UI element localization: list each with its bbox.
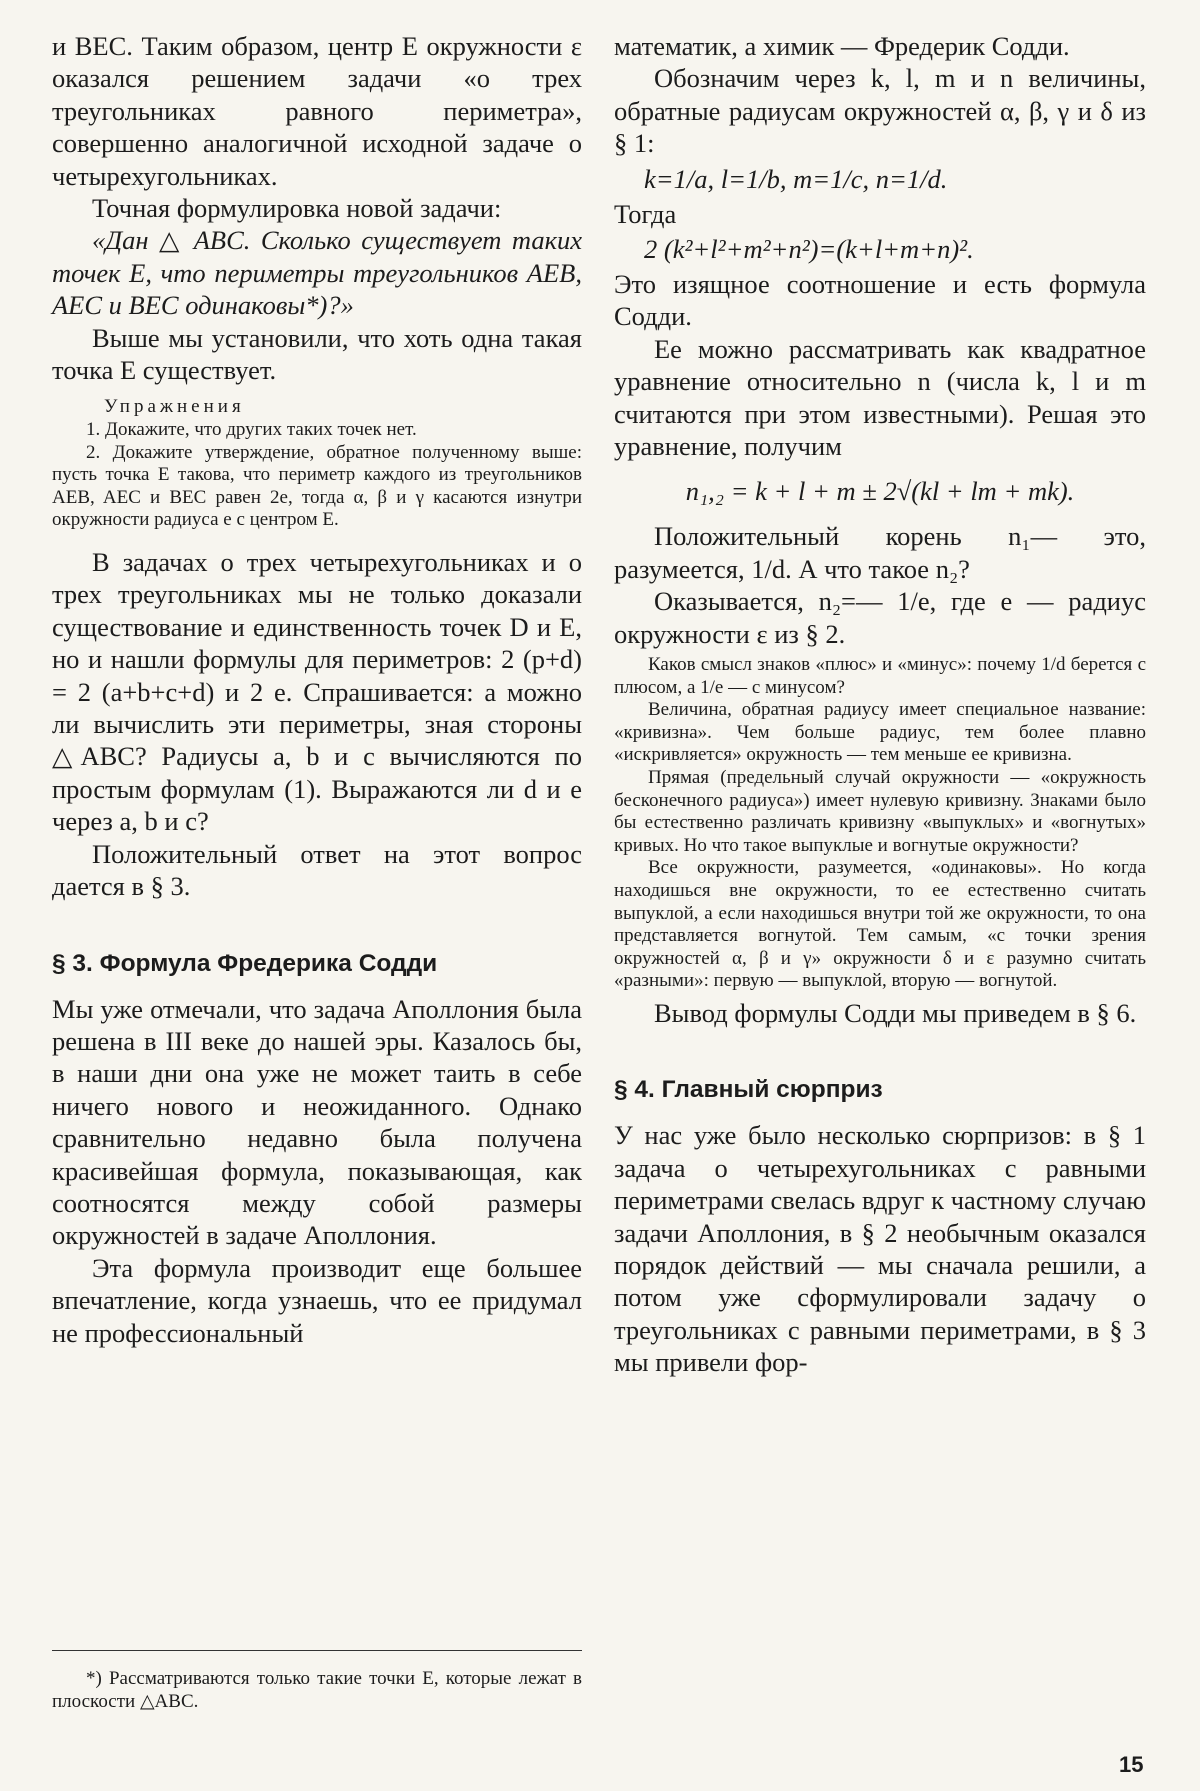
paragraph: В задачах о трех четырехугольниках и о трех треугольниках мы не только доказали существование и единственность точек D и E, но и нашли формулы для периметров: 2 (p+d) = 2 (a+b+c+d) и 2 e. Спрашивается: а можно ли вычислить эти периметры, зная стороны △ABC? Радиусы a, b и c вычисляются по простым формулам (1). Выражаются ли d и e через a, b и c? xyxy=(52,547,582,837)
paragraph: Точная формулировка новой задачи: xyxy=(92,193,502,224)
footnote-divider xyxy=(52,1650,582,1651)
exercise-item: 2. Докажите утверждение, обратное полученному выше: пусть точка E такова, что периметр каждого из треугольников AEB, AEC и BEC равен 2e, тогда α, β и γ касаются изнутри окружности радиуса e с центром E. xyxy=(52,441,582,531)
formula: 2 (k²+l²+m²+n²)=(k+l+m+n)². xyxy=(644,234,974,265)
formula: k=1/a, l=1/b, m=1/c, n=1/d. xyxy=(644,163,948,194)
paragraph: Вывод формулы Содди мы приведем в § 6. xyxy=(654,998,1137,1028)
section-heading: § 4. Главный сюрприз xyxy=(614,1076,883,1104)
page-number: 15 xyxy=(1119,1752,1144,1777)
exercises-title: Упражнения xyxy=(104,396,245,418)
exercise-item: 1. Докажите, что других таких точек нет. xyxy=(86,419,417,441)
formula: n₁,₂ = k + l + m ± 2√(kl + lm + mk). xyxy=(685,476,1075,507)
section-heading: § 3. Формула Фредерика Содди xyxy=(52,949,438,977)
paragraph: Эта формула производит еще большее впечатление, когда узнаешь, что ее придумал не профессиональный xyxy=(52,1252,582,1348)
paragraph: Ее можно рассматривать как квадратное уравнение относительно n (числа k, l и m считаются при этом известными). Решая это уравнение, получим xyxy=(614,333,1146,462)
paragraph: Выше мы установили, что хоть одна такая точка E существует. xyxy=(52,322,582,386)
paragraph: Оказывается, n₂=— 1/e, где e — радиус окружности ε из § 2. xyxy=(614,586,1146,649)
note-paragraph: Каков смысл знаков «плюс» и «минус»: почему 1/d берется с плюсом, а 1/e — с минусом? xyxy=(614,654,1146,698)
paragraph: Положительный ответ на этот вопрос дается в § 3. xyxy=(52,838,582,902)
note-paragraph: Величина, обратная радиусу имеет специальное название: «кривизна». Чем больше радиус, тем более плавно «искривляется» окружность — тем меньше ее кривизна. xyxy=(614,699,1146,766)
paragraph: У нас уже было несколько сюрпризов: в § 1 задача о четырехугольниках с равными периметрами свелась вдруг к частному случаю задачи Аполлония, в § 2 необычным оказался порядок действий — мы сначала решили, а потом уже сформулировали задачу о треугольниках с равными периметрами, в § 3 мы привели фор- xyxy=(614,1120,1146,1378)
note-paragraph: Все окружности, разумеется, «одинаковы». Но когда находишься вне окружности, то ее естественно считать выпуклой, а если находишься внутри той же окружности, то она представляется вогнутой. Тем самым, «с точки зрения окружностей α, β и γ» окружности δ и ε разумно считать «разными»: первую — выпуклой, вторую — вогнутой. xyxy=(614,857,1146,992)
footnote: *) Рассматриваются только такие точки E, которые лежат в плоскости △ABC. xyxy=(52,1668,582,1712)
paragraph: математик, а химик — Фредерик Содди. xyxy=(614,31,1070,61)
paragraph: Это изящное соотношение и есть формула Содди. xyxy=(614,269,1146,332)
paragraph: Мы уже отмечали, что задача Аполлония была решена в III веке до нашей эры. Казалось бы, в наши дни она уже не может таить в себе ничего нового и неожиданного. Однако сравнительно недавно была получена красивейшая формула, показывающая, как соотносятся между собой размеры окружностей в задаче Аполлония. xyxy=(52,993,582,1251)
paragraph: Обозначим через k, l, m и n величины, обратные радиусам окружностей α, β, γ и δ из § 1: xyxy=(614,63,1146,159)
note-paragraph: Прямая (предельный случай окружности — «окружность бесконечного радиуса») имеет нулевую кривизну. Знаками было бы естественно различать кривизну «выпуклых» и «вогнутых» кривых. Но что такое выпуклые и вогнутые окружности? xyxy=(614,767,1146,856)
problem-statement: «Дан △ ABC. Сколько существует таких точек E, что периметры треугольников AEB, AEC и BEC одинаковы*)?» xyxy=(52,225,582,321)
left-column xyxy=(52,30,582,1349)
paragraph: Положительный корень n₁— это, разумеется, 1/d. А что такое n₂? xyxy=(614,521,1146,584)
paragraph: и BEC. Таким образом, центр E окружности ε оказался решением задачи «о трех треугольниках равного периметра», совершенно аналогичной исходной задаче о четырехугольниках. xyxy=(52,31,582,191)
paragraph: Тогда xyxy=(614,198,677,229)
right-column xyxy=(614,30,1146,1379)
